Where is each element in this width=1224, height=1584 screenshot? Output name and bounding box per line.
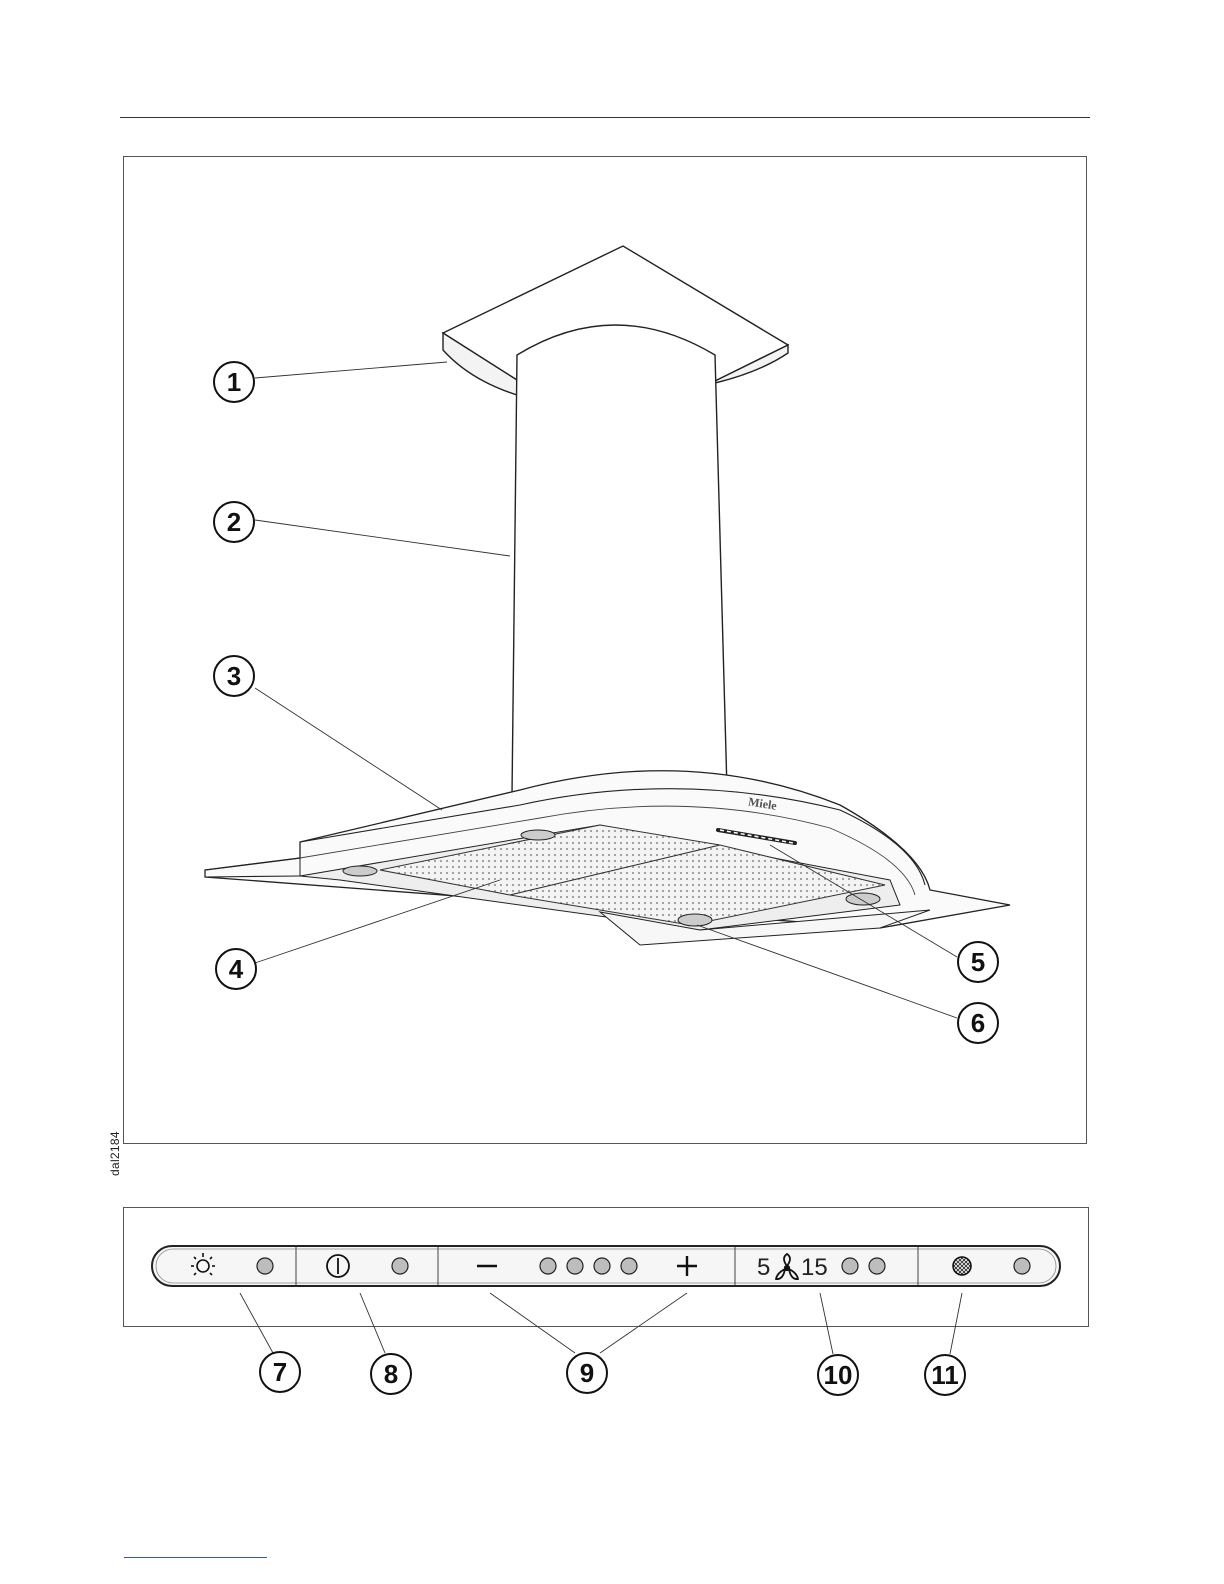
brand-mark: Miele bbox=[747, 794, 778, 813]
callout-label: 4 bbox=[228, 954, 244, 984]
figure-code: dal2184 bbox=[108, 1131, 122, 1176]
level-indicator-3 bbox=[594, 1258, 610, 1274]
panel-leader-lines bbox=[240, 1293, 962, 1354]
callout-label: 3 bbox=[226, 661, 242, 691]
fan-indicator-2 bbox=[869, 1258, 885, 1274]
fan-indicator-1 bbox=[842, 1258, 858, 1274]
callout-label: 9 bbox=[579, 1358, 595, 1388]
callout-label: 7 bbox=[272, 1357, 288, 1387]
hood-canopy bbox=[205, 771, 1010, 945]
filter-indicator bbox=[1014, 1258, 1030, 1274]
callout-3 bbox=[214, 656, 254, 696]
callout-11 bbox=[925, 1355, 965, 1395]
chimney bbox=[512, 325, 727, 795]
callout-1 bbox=[214, 362, 254, 402]
fan-min-label: 5 bbox=[757, 1254, 771, 1281]
callout-6 bbox=[958, 1003, 998, 1043]
callout-9 bbox=[567, 1353, 607, 1393]
callout-label: 2 bbox=[226, 507, 242, 537]
level-indicator-2 bbox=[567, 1258, 583, 1274]
power-indicator bbox=[392, 1258, 408, 1274]
callout-7 bbox=[260, 1352, 300, 1392]
callout-label: 11 bbox=[931, 1360, 959, 1390]
level-indicator-4 bbox=[621, 1258, 637, 1274]
callout-10 bbox=[818, 1355, 858, 1395]
callout-2 bbox=[214, 502, 254, 542]
callout-label: 8 bbox=[383, 1359, 399, 1389]
callout-label: 1 bbox=[226, 367, 242, 397]
callout-label: 10 bbox=[823, 1360, 853, 1390]
level-indicator-1 bbox=[540, 1258, 556, 1274]
callout-label: 6 bbox=[970, 1008, 986, 1038]
callout-label: 5 bbox=[970, 947, 986, 977]
filter-icon bbox=[953, 1257, 971, 1275]
callout-5 bbox=[958, 942, 998, 982]
light-indicator bbox=[257, 1258, 273, 1274]
callout-4 bbox=[216, 949, 256, 989]
fan-max-label: 15 bbox=[801, 1254, 828, 1281]
callout-8 bbox=[371, 1354, 411, 1394]
